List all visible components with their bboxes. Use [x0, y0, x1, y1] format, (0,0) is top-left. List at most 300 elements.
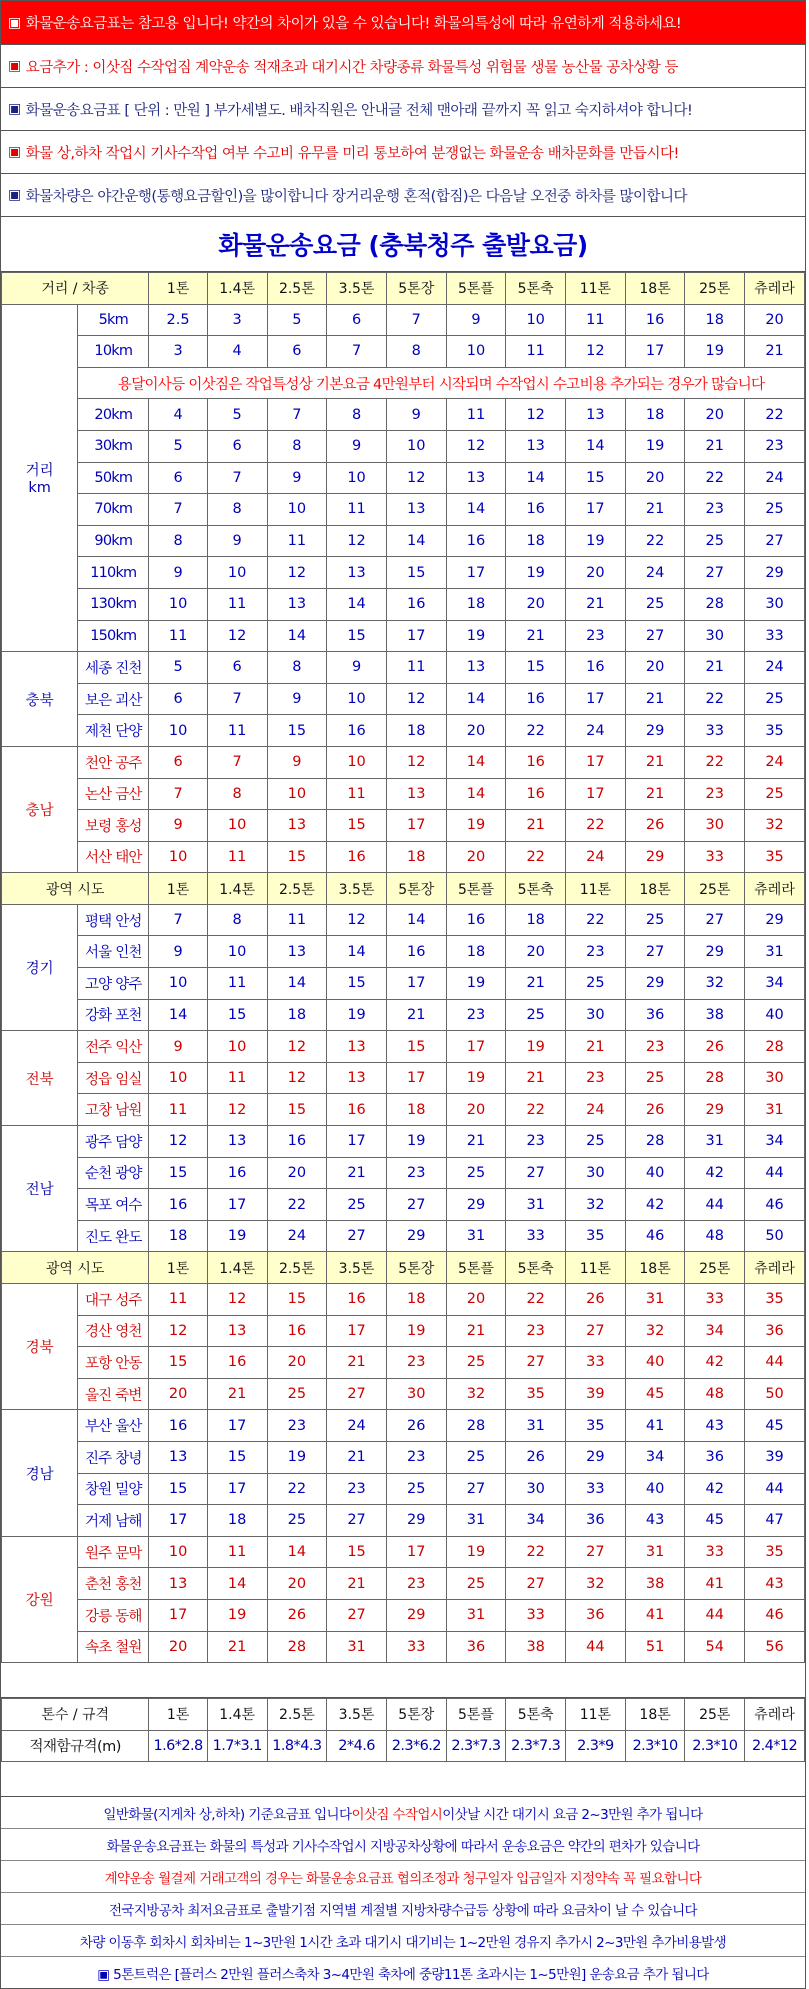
- rate-cell: 46: [625, 1220, 685, 1252]
- rate-cell: 11: [207, 715, 267, 747]
- rate-cell: 23: [745, 430, 805, 462]
- rate-cell: 15: [149, 1473, 207, 1505]
- rate-cell: 19: [446, 968, 506, 1000]
- rate-cell: 30: [566, 1157, 626, 1189]
- rate-cell: 20: [149, 1631, 207, 1663]
- rate-cell: 30: [745, 1062, 805, 1094]
- region-label: 충북: [2, 652, 78, 747]
- rate-cell: 25: [386, 1473, 446, 1505]
- row-label: 춘천 홍천: [78, 1568, 149, 1600]
- rate-cell: 11: [207, 588, 267, 620]
- rate-cell: 7: [267, 399, 327, 431]
- rate-cell: 40: [625, 1473, 685, 1505]
- table-row: [2, 1157, 805, 1189]
- table-row: [2, 1473, 805, 1505]
- rate-cell: 10: [207, 557, 267, 589]
- rate-cell: 17: [566, 494, 626, 526]
- rate-cell: 25: [745, 683, 805, 715]
- rate-cell: 9: [267, 746, 327, 778]
- rate-cell: 19: [446, 1536, 506, 1568]
- rate-cell: 23: [267, 1410, 327, 1442]
- rate-cell: 17: [386, 968, 446, 1000]
- rate-cell: 26: [267, 1599, 327, 1631]
- rate-cell: 32: [566, 1189, 626, 1221]
- rate-cell: 32: [625, 1315, 685, 1347]
- rate-cell: 19: [566, 525, 626, 557]
- table-row: [2, 683, 805, 715]
- row-label: 울진 죽변: [78, 1378, 149, 1410]
- rate-cell: 10: [506, 304, 566, 336]
- rate-cell: 21: [745, 336, 805, 368]
- rate-cell: 24: [327, 1410, 387, 1442]
- rate-cell: 13: [386, 778, 446, 810]
- rate-cell: 21: [446, 1126, 506, 1158]
- row-label: 서산 태안: [78, 841, 149, 873]
- rate-cell: 36: [566, 1599, 626, 1631]
- tonnage-header: 18톤: [625, 1699, 685, 1731]
- tonnage-header: 18톤: [625, 1252, 685, 1284]
- rate-cell: 24: [745, 462, 805, 494]
- rate-cell: 22: [566, 904, 626, 936]
- rate-cell: 28: [267, 1631, 327, 1663]
- rate-cell: 17: [207, 1410, 267, 1442]
- rate-cell: 24: [566, 1094, 626, 1126]
- rate-cell: 9: [149, 936, 207, 968]
- rate-cell: 20: [745, 304, 805, 336]
- rate-cell: 21: [625, 683, 685, 715]
- row-label: 강릉 동해: [78, 1599, 149, 1631]
- rate-cell: 6: [207, 652, 267, 684]
- rate-cell: 6: [267, 336, 327, 368]
- rate-cell: 45: [745, 1410, 805, 1442]
- rate-cell: 14: [267, 1536, 327, 1568]
- notice-row: [2, 367, 805, 399]
- rate-cell: 4: [207, 336, 267, 368]
- banner-text: 화물운송요금표 [ 단위 : 만원 ] 부가세별도. 배차직원은 안내글 전체 맨아래 끝까지 꼭 읽고 숙지하셔야 합니다!: [25, 102, 693, 119]
- note-text: ▣ 5톤트럭은 [플러스 2만원 플러스축차 3~4만원 축차에 중량11톤 초과시는 1~5만원] 운송요금 추가 됩니다: [97, 1966, 709, 1983]
- rate-cell: 27: [625, 936, 685, 968]
- tonnage-header: 5톤플: [446, 873, 506, 905]
- tonnage-header: 3.5톤: [327, 873, 387, 905]
- row-label: 110km: [78, 557, 149, 589]
- rate-cell: 17: [386, 620, 446, 652]
- rate-cell: 20: [625, 462, 685, 494]
- rate-cell: 7: [386, 304, 446, 336]
- rate-cell: 21: [625, 746, 685, 778]
- rate-cell: 38: [625, 1568, 685, 1600]
- note-line-6: [1, 1957, 805, 1988]
- rate-cell: 16: [386, 936, 446, 968]
- header-label: 광역 시도: [2, 873, 149, 905]
- rate-cell: 18: [386, 1284, 446, 1316]
- rate-cell: 22: [506, 715, 566, 747]
- tonnage-header: 5톤축: [506, 1699, 566, 1731]
- rate-cell: 56: [745, 1631, 805, 1663]
- rate-cell: 25: [745, 494, 805, 526]
- rate-cell: 32: [446, 1378, 506, 1410]
- rate-cell: 14: [327, 588, 387, 620]
- rate-cell: 46: [745, 1189, 805, 1221]
- rate-cell: 25: [625, 1062, 685, 1094]
- rate-cell: 16: [625, 304, 685, 336]
- rate-cell: 41: [625, 1599, 685, 1631]
- rate-cell: 35: [745, 715, 805, 747]
- rate-cell: 21: [506, 620, 566, 652]
- tonnage-header: 25톤: [685, 1252, 745, 1284]
- row-label: 순천 광양: [78, 1157, 149, 1189]
- rate-cell: 16: [327, 715, 387, 747]
- rate-cell: 21: [327, 1441, 387, 1473]
- rate-cell: 23: [566, 1062, 626, 1094]
- table-row: [2, 525, 805, 557]
- rate-cell: 17: [625, 336, 685, 368]
- spec-cell: 2.3*7.3: [506, 1730, 566, 1762]
- table-row: [2, 1631, 805, 1663]
- rate-cell: 27: [566, 1315, 626, 1347]
- spec-cell: 1.7*3.1: [207, 1730, 267, 1762]
- table-row: [2, 399, 805, 431]
- rate-cell: 14: [327, 936, 387, 968]
- rate-cell: 14: [386, 525, 446, 557]
- square-bullet-icon: ▣: [8, 101, 21, 117]
- rate-cell: 18: [625, 399, 685, 431]
- rate-cell: 34: [625, 1441, 685, 1473]
- rate-cell: 30: [506, 1473, 566, 1505]
- rate-cell: 7: [207, 683, 267, 715]
- tonnage-header: 1톤: [149, 1699, 207, 1731]
- rate-cell: 26: [506, 1441, 566, 1473]
- rate-cell: 18: [506, 904, 566, 936]
- tonnage-header: 5톤축: [506, 1252, 566, 1284]
- rate-cell: 14: [149, 999, 207, 1031]
- banner-5: [1, 174, 805, 217]
- tonnage-header: 3.5톤: [327, 1252, 387, 1284]
- tonnage-header: 5톤플: [446, 273, 506, 305]
- spec-cell: 1.8*4.3: [267, 1730, 327, 1762]
- rate-cell: 40: [625, 1347, 685, 1379]
- rate-cell: 31: [745, 1094, 805, 1126]
- table-row: [2, 304, 805, 336]
- rate-cell: 31: [625, 1536, 685, 1568]
- rate-cell: 24: [625, 557, 685, 589]
- spec-header-label: 톤수 / 규격: [2, 1699, 149, 1731]
- region-label: 전남: [2, 1126, 78, 1252]
- row-label: 130km: [78, 588, 149, 620]
- rate-cell: 18: [386, 715, 446, 747]
- rate-cell: 48: [685, 1378, 745, 1410]
- banner-section: [1, 1, 805, 217]
- rate-cell: 21: [506, 968, 566, 1000]
- rate-cell: 21: [506, 1062, 566, 1094]
- rate-cell: 22: [745, 399, 805, 431]
- rate-cell: 16: [506, 746, 566, 778]
- tonnage-header: 5톤축: [506, 273, 566, 305]
- rate-cell: 22: [267, 1189, 327, 1221]
- rate-cell: 18: [446, 936, 506, 968]
- rate-cell: 33: [685, 715, 745, 747]
- rate-cell: 25: [506, 999, 566, 1031]
- row-label: 30km: [78, 430, 149, 462]
- rate-cell: 42: [685, 1347, 745, 1379]
- rate-cell: 17: [386, 1062, 446, 1094]
- rate-cell: 16: [149, 1189, 207, 1221]
- rate-cell: 16: [506, 494, 566, 526]
- rate-cell: 15: [207, 999, 267, 1031]
- rate-cell: 29: [685, 1094, 745, 1126]
- banner-text: 화물운송요금표는 참고용 입니다! 약간의 차이가 있을 수 있습니다! 화물의특성에 따라 유연하게 적용하세요!: [25, 16, 682, 32]
- rate-cell: 10: [386, 430, 446, 462]
- rate-cell: 54: [685, 1631, 745, 1663]
- rate-cell: 25: [566, 1126, 626, 1158]
- rate-cell: 25: [327, 1189, 387, 1221]
- rate-cell: 4: [149, 399, 207, 431]
- square-bullet-icon: ▣: [8, 187, 21, 203]
- rate-cell: 31: [327, 1631, 387, 1663]
- rate-cell: 10: [327, 683, 387, 715]
- table-row: [2, 1568, 805, 1600]
- row-label: 경산 영천: [78, 1315, 149, 1347]
- note-text: 계약운송 월결제 거래고객의 경우는 화물운송요금표 협의조정과 청구일자 입금일자 지정약속 꼭 필요합니다: [104, 1870, 702, 1887]
- rate-cell: 11: [566, 304, 626, 336]
- rate-cell: 44: [685, 1189, 745, 1221]
- rate-cell: 17: [327, 1126, 387, 1158]
- rate-cell: 3: [207, 304, 267, 336]
- rate-cell: 27: [685, 557, 745, 589]
- rate-cell: 25: [685, 525, 745, 557]
- rate-cell: 3: [149, 336, 207, 368]
- rate-cell: 13: [566, 399, 626, 431]
- rate-cell: 13: [506, 430, 566, 462]
- rate-cell: 25: [446, 1347, 506, 1379]
- rate-cell: 13: [267, 936, 327, 968]
- rate-cell: 23: [386, 1568, 446, 1600]
- rate-cell: 27: [446, 1473, 506, 1505]
- note-text: 이삿짐 수작업시: [351, 1806, 443, 1823]
- tonnage-header: 츄레라: [745, 1699, 805, 1731]
- row-label: 150km: [78, 620, 149, 652]
- rate-cell: 25: [625, 904, 685, 936]
- tonnage-header: 1톤: [149, 873, 207, 905]
- row-label: 부산 울산: [78, 1410, 149, 1442]
- row-label: 광주 담양: [78, 1126, 149, 1158]
- rate-cell: 45: [685, 1505, 745, 1537]
- rate-cell: 31: [446, 1220, 506, 1252]
- square-bullet-icon: ▣: [8, 144, 21, 160]
- rate-cell: 19: [386, 1126, 446, 1158]
- rate-cell: 34: [506, 1505, 566, 1537]
- rate-cell: 26: [625, 810, 685, 842]
- rate-cell: 14: [566, 430, 626, 462]
- rate-cell: 10: [327, 746, 387, 778]
- rate-cell: 18: [386, 1094, 446, 1126]
- rate-cell: 17: [386, 1536, 446, 1568]
- rate-cell: 29: [625, 968, 685, 1000]
- region-label: 전북: [2, 1031, 78, 1126]
- row-label: 고창 남원: [78, 1094, 149, 1126]
- spec-cell: 2.3*10: [685, 1730, 745, 1762]
- rate-cell: 22: [506, 1284, 566, 1316]
- rate-table: [1, 272, 805, 1663]
- rate-cell: 23: [327, 1473, 387, 1505]
- rate-cell: 31: [506, 1410, 566, 1442]
- rate-cell: 28: [446, 1410, 506, 1442]
- rate-cell: 27: [327, 1378, 387, 1410]
- rate-cell: 16: [149, 1410, 207, 1442]
- rate-cell: 6: [149, 462, 207, 494]
- rate-cell: 44: [566, 1631, 626, 1663]
- rate-cell: 51: [625, 1631, 685, 1663]
- rate-cell: 39: [745, 1441, 805, 1473]
- rate-cell: 6: [149, 746, 207, 778]
- rate-cell: 33: [506, 1599, 566, 1631]
- rate-cell: 10: [446, 336, 506, 368]
- tonnage-header: 3.5톤: [327, 1699, 387, 1731]
- rate-cell: 21: [566, 588, 626, 620]
- rate-cell: 41: [625, 1410, 685, 1442]
- rate-cell: 18: [207, 1505, 267, 1537]
- table-row: [2, 1126, 805, 1158]
- rate-cell: 29: [386, 1220, 446, 1252]
- rate-cell: 34: [745, 968, 805, 1000]
- rate-cell: 11: [386, 652, 446, 684]
- rate-cell: 6: [149, 683, 207, 715]
- rate-cell: 12: [207, 1094, 267, 1126]
- table-row: [2, 1284, 805, 1316]
- rate-cell: 5: [207, 399, 267, 431]
- rate-cell: 21: [327, 1157, 387, 1189]
- rate-cell: 23: [566, 620, 626, 652]
- rate-cell: 12: [149, 1315, 207, 1347]
- tonnage-header: 1톤: [149, 273, 207, 305]
- rate-cell: 34: [685, 1315, 745, 1347]
- table-row: [2, 1315, 805, 1347]
- rate-cell: 10: [149, 841, 207, 873]
- rate-cell: 16: [446, 904, 506, 936]
- rate-cell: 16: [566, 652, 626, 684]
- rate-cell: 12: [207, 620, 267, 652]
- rate-cell: 19: [506, 557, 566, 589]
- table-row: [2, 1505, 805, 1537]
- rate-cell: 18: [506, 525, 566, 557]
- row-label: 강화 포천: [78, 999, 149, 1031]
- table-row: [2, 1378, 805, 1410]
- tonnage-header: 2.5톤: [267, 1699, 327, 1731]
- banner-text: 요금추가 : 이삿짐 수작업짐 계약운송 적재초과 대기시간 차량종류 화물특성 위험물 생물 농산물 공차상황 등: [25, 59, 678, 76]
- row-label: 전주 익산: [78, 1031, 149, 1063]
- rate-cell: 35: [745, 841, 805, 873]
- rate-cell: 20: [625, 652, 685, 684]
- rate-cell: 18: [685, 304, 745, 336]
- rate-cell: 27: [327, 1220, 387, 1252]
- rate-cell: 27: [745, 525, 805, 557]
- rate-cell: 42: [685, 1157, 745, 1189]
- rate-cell: 36: [566, 1505, 626, 1537]
- rate-cell: 27: [685, 904, 745, 936]
- rate-cell: 8: [207, 494, 267, 526]
- rate-cell: 21: [566, 1031, 626, 1063]
- note-line-3: [1, 1861, 805, 1893]
- rate-cell: 15: [327, 810, 387, 842]
- rate-cell: 13: [327, 1031, 387, 1063]
- rate-cell: 9: [327, 652, 387, 684]
- rate-cell: 30: [566, 999, 626, 1031]
- tonnage-header: 5톤장: [386, 273, 446, 305]
- rate-cell: 44: [745, 1157, 805, 1189]
- rate-cell: 25: [625, 588, 685, 620]
- rate-cell: 5: [267, 304, 327, 336]
- spec-cell: 2*4.6: [327, 1730, 387, 1762]
- table-row: [2, 652, 805, 684]
- rate-cell: 11: [207, 841, 267, 873]
- rate-cell: 14: [267, 620, 327, 652]
- rate-cell: 9: [446, 304, 506, 336]
- rate-cell: 17: [566, 778, 626, 810]
- note-line-4: [1, 1893, 805, 1925]
- rate-cell: 12: [207, 1284, 267, 1316]
- rate-cell: 22: [625, 525, 685, 557]
- rate-cell: 16: [267, 1126, 327, 1158]
- rate-cell: 32: [566, 1568, 626, 1600]
- rate-cell: 40: [625, 1157, 685, 1189]
- table-row: [2, 430, 805, 462]
- rate-cell: 16: [327, 1284, 387, 1316]
- rate-cell: 38: [506, 1631, 566, 1663]
- rate-cell: 13: [446, 652, 506, 684]
- tonnage-header: 2.5톤: [267, 873, 327, 905]
- region-label: 강원: [2, 1536, 78, 1662]
- rate-cell: 11: [207, 1062, 267, 1094]
- rate-cell: 2.5: [149, 304, 207, 336]
- rate-cell: 13: [267, 810, 327, 842]
- rate-cell: 27: [506, 1347, 566, 1379]
- rate-cell: 20: [267, 1347, 327, 1379]
- rate-cell: 17: [327, 1315, 387, 1347]
- tonnage-header: 5톤장: [386, 873, 446, 905]
- tonnage-header: 1.4톤: [207, 273, 267, 305]
- spec-cell: 1.6*2.8: [149, 1730, 207, 1762]
- table-row: [2, 1347, 805, 1379]
- note-line-5: [1, 1925, 805, 1957]
- region-label: 충남: [2, 746, 78, 872]
- rate-cell: 7: [149, 904, 207, 936]
- rate-cell: 24: [745, 746, 805, 778]
- rate-cell: 11: [327, 778, 387, 810]
- rate-cell: 29: [625, 715, 685, 747]
- rate-cell: 27: [506, 1157, 566, 1189]
- rate-cell: 31: [446, 1599, 506, 1631]
- rate-cell: 21: [207, 1631, 267, 1663]
- rate-cell: 28: [625, 1126, 685, 1158]
- rate-cell: 27: [625, 620, 685, 652]
- rate-cell: 27: [386, 1189, 446, 1221]
- rate-cell: 9: [386, 399, 446, 431]
- header-row-distance: [2, 273, 805, 305]
- rate-cell: 24: [566, 715, 626, 747]
- rate-cell: 16: [327, 1094, 387, 1126]
- rate-cell: 8: [386, 336, 446, 368]
- spec-label: 적재함규격(m): [2, 1730, 149, 1762]
- rate-cell: 30: [745, 588, 805, 620]
- rate-cell: 29: [685, 936, 745, 968]
- rate-cell: 18: [446, 588, 506, 620]
- rate-cell: 26: [566, 1284, 626, 1316]
- rate-cell: 28: [685, 1062, 745, 1094]
- rate-cell: 26: [625, 1094, 685, 1126]
- note-line-2: [1, 1829, 805, 1861]
- rate-cell: 19: [446, 810, 506, 842]
- rate-cell: 11: [267, 525, 327, 557]
- rate-cell: 10: [149, 968, 207, 1000]
